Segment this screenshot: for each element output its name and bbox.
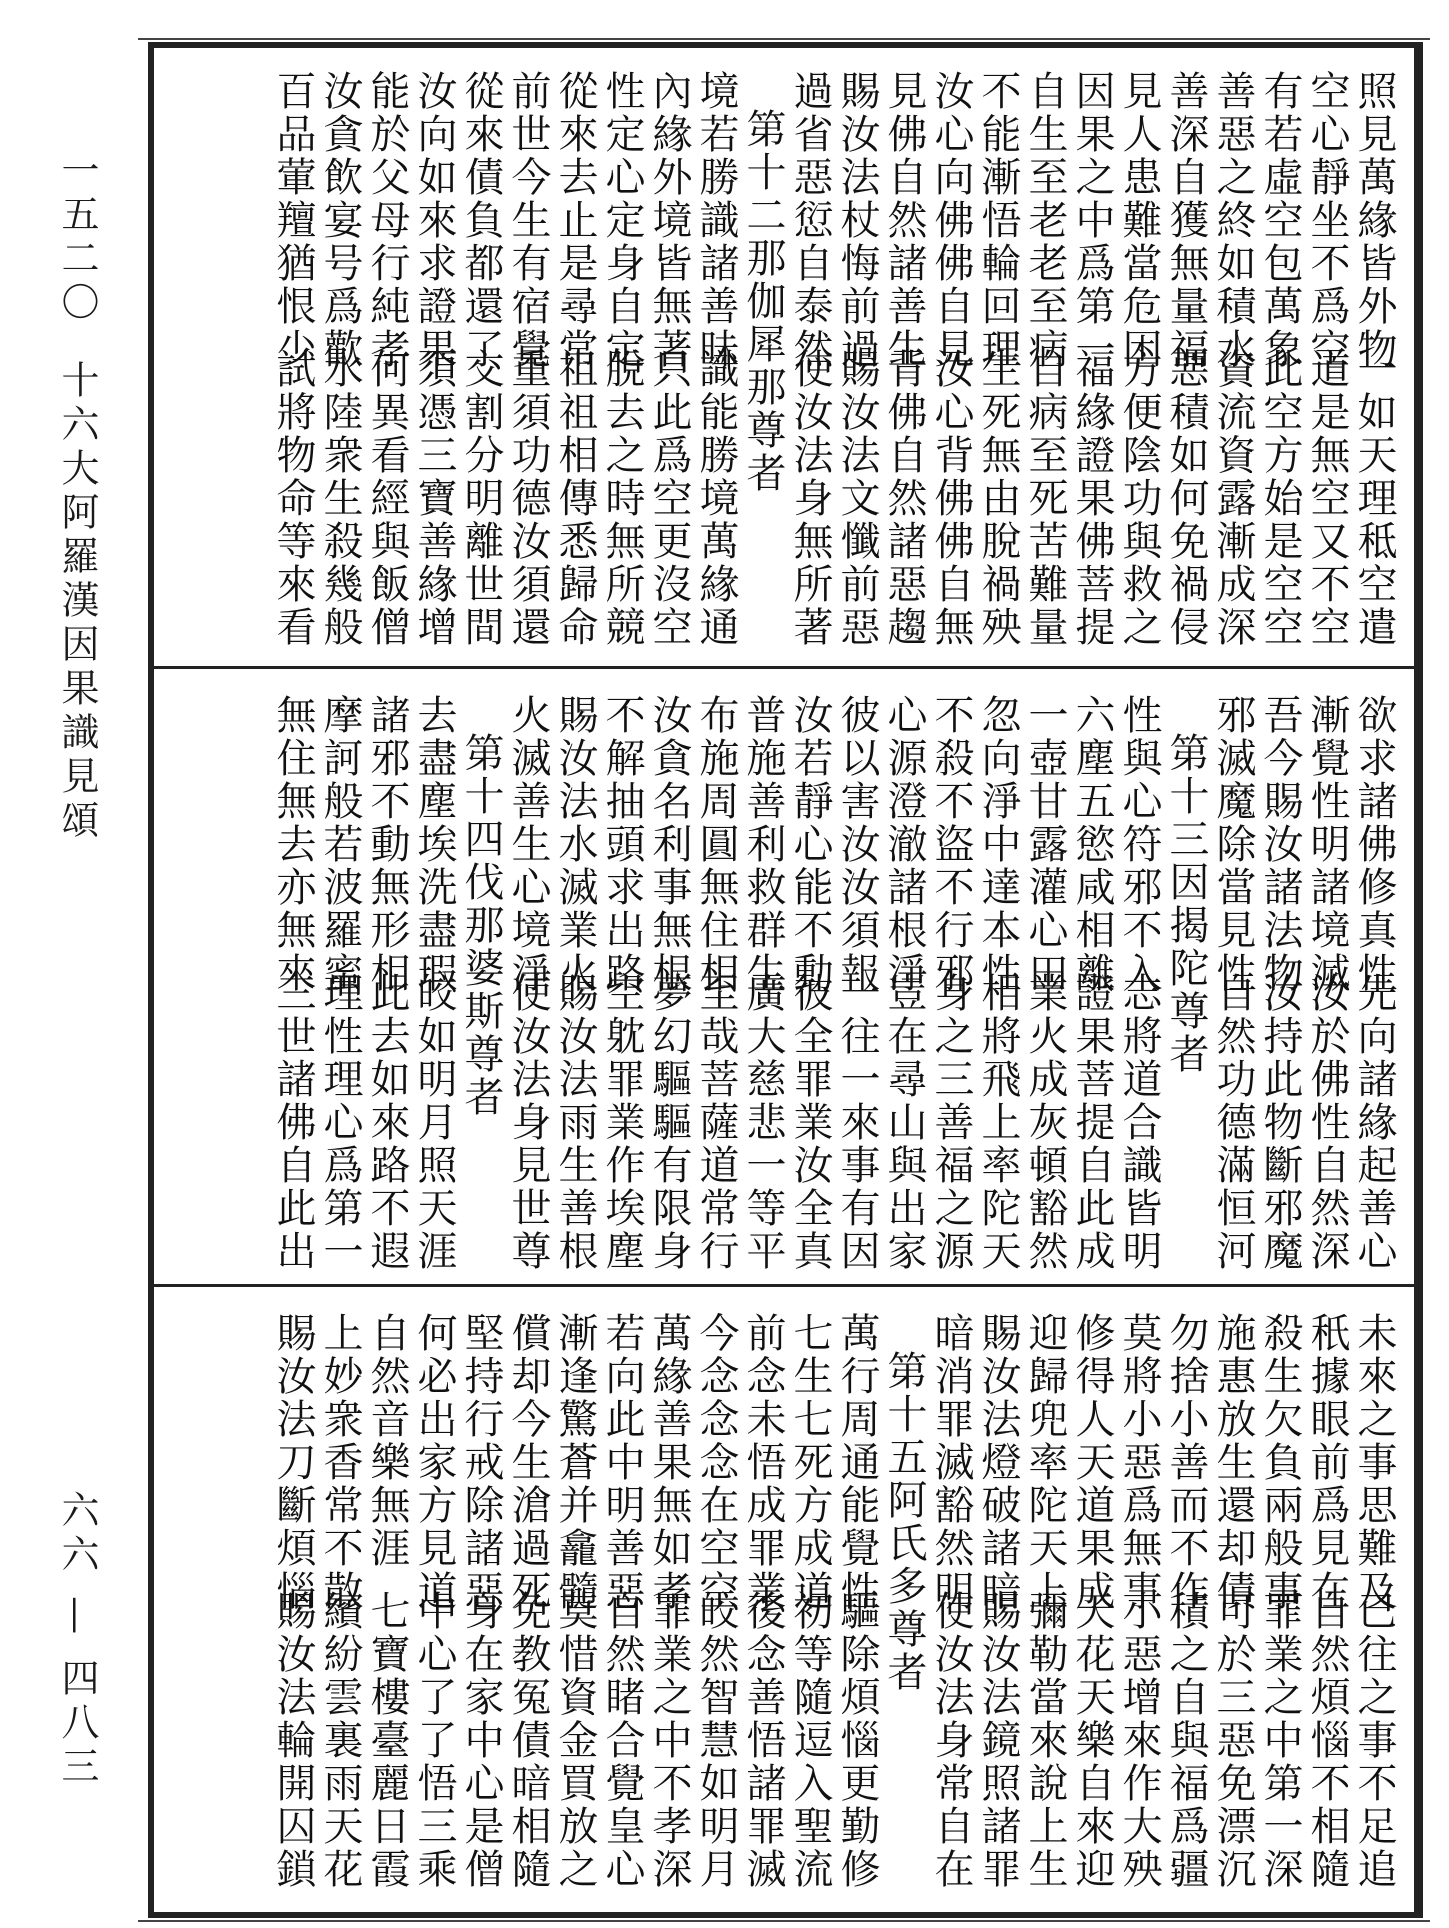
block-1 bbox=[154, 48, 1414, 666]
verse-line-upper: 漸逢驚蒼并龕髓 bbox=[552, 1312, 598, 1613]
verse-line-upper: 漸覺性明諸境滅 bbox=[1304, 694, 1350, 995]
verse-line-lower: 小惡增來作大殃 bbox=[1116, 1590, 1162, 1891]
verse-line-upper: 能於父母行純孝 bbox=[364, 70, 410, 371]
verse-line-upper: 彼以害汝汝須報 bbox=[834, 694, 880, 995]
verse-line-upper: 性與心符邪不入 bbox=[1116, 694, 1162, 995]
verse-line-lower: 賜汝法輪開囚鎖 bbox=[270, 1590, 316, 1891]
verse-line-lower: 天花天樂自來迎 bbox=[1069, 1590, 1115, 1891]
page-frame bbox=[148, 42, 1423, 1918]
verse-line-lower: 重須功德汝須還 bbox=[505, 348, 551, 649]
verse-line-lower: 中心了了悟三乘 bbox=[411, 1590, 457, 1891]
verse-line-lower: 汝於佛性自然深 bbox=[1304, 972, 1350, 1273]
verse-line-upper: 前世今生有宿覺 bbox=[505, 70, 551, 371]
verse-line-upper: 堅持行戒除諸惡 bbox=[458, 1312, 504, 1613]
section-heading: 第十五阿氏多尊者 bbox=[881, 1350, 927, 1694]
verse-line-lower: 志將道合識皆明 bbox=[1116, 972, 1162, 1273]
verse-line-lower: 彼全罪業汝全真 bbox=[787, 972, 833, 1273]
verse-line-upper: 普施善利救群生 bbox=[740, 694, 786, 995]
verse-line-lower: 一如天理秪空遣 bbox=[1351, 348, 1397, 649]
verse-line-lower: 識能勝境萬緣通 bbox=[693, 348, 739, 649]
verse-line-upper: 秖據眼前爲見在 bbox=[1304, 1312, 1350, 1613]
verse-line-lower: 可於三惡免漂沉 bbox=[1210, 1590, 1256, 1891]
verse-line-upper: 摩訶般若波羅蜜 bbox=[317, 694, 363, 995]
verse-line-upper: 布施周圓無住相 bbox=[693, 694, 739, 995]
verse-line-upper: 不能漸悟輪回理 bbox=[975, 70, 1021, 371]
verse-line-upper: 不解抽頭求出路 bbox=[599, 694, 645, 995]
verse-line-upper: 火滅善生心境淨 bbox=[505, 694, 551, 995]
verse-line-upper: 賜汝法燈破諸暗 bbox=[975, 1312, 1021, 1613]
verse-line-upper: 若向此中明善惡 bbox=[599, 1312, 645, 1613]
divider-2 bbox=[154, 1284, 1414, 1287]
verse-line-lower: 初等隨逗入聖流 bbox=[787, 1590, 833, 1891]
verse-line-upper: 心源澄澈諸根淨 bbox=[881, 694, 927, 995]
verse-line-upper: 汝若靜心能不動 bbox=[787, 694, 833, 995]
verse-line-upper: 見佛自然諸善生 bbox=[881, 70, 927, 371]
verse-line-upper: 修得人天道果成 bbox=[1069, 1312, 1115, 1613]
block-3 bbox=[154, 1290, 1414, 1918]
verse-line-lower: 道是無空又不空 bbox=[1304, 348, 1350, 649]
verse-line-lower: 祖祖相傳悉歸命 bbox=[552, 348, 598, 649]
verse-line-upper: 何必出家方見道 bbox=[411, 1312, 457, 1613]
verse-line-upper: 欲求諸佛修真性 bbox=[1351, 694, 1397, 995]
verse-line-lower: 皎如明月照天涯 bbox=[411, 972, 457, 1273]
verse-line-upper: 勿捨小善而不作 bbox=[1163, 1312, 1209, 1613]
verse-line-lower: 七寶樓臺麗日霞 bbox=[364, 1590, 410, 1891]
divider-1 bbox=[154, 666, 1414, 669]
verse-line-lower: 此去如來路不遐 bbox=[364, 972, 410, 1273]
verse-line-lower: 背佛自然諸惡趨 bbox=[881, 348, 927, 649]
verse-line-upper: 前念未悟成罪業 bbox=[740, 1312, 786, 1613]
verse-line-upper: 汝貪飲宴号爲歡 bbox=[317, 70, 363, 371]
verse-line-upper: 性定心定身自定 bbox=[599, 70, 645, 371]
verse-line-upper: 未來之事思難及 bbox=[1351, 1312, 1397, 1613]
verse-line-upper: 莫將小惡爲無事 bbox=[1116, 1312, 1162, 1613]
verse-line-upper: 不殺不盜不行邪 bbox=[928, 694, 974, 995]
verse-line-upper: 一壺甘露灌心田 bbox=[1022, 694, 1068, 995]
verse-line-upper: 照見萬緣皆外物 bbox=[1351, 70, 1397, 371]
verse-line-lower: 廣大慈悲一等平 bbox=[740, 972, 786, 1273]
verse-line-lower: 汝心背佛佛自無 bbox=[928, 348, 974, 649]
verse-line-lower: 莫惜資金買放之 bbox=[552, 1590, 598, 1891]
verse-line-lower: 須憑三寶善緣增 bbox=[411, 348, 457, 649]
verse-line-upper: 萬緣善果無如孝 bbox=[646, 1312, 692, 1613]
verse-line-upper: 自然音樂無涯 bbox=[364, 1312, 410, 1570]
verse-line-lower: 理性理心爲第一 bbox=[317, 972, 363, 1273]
verse-line-lower: 相將飛上率陀天 bbox=[975, 972, 1021, 1273]
verse-line-lower: 後念善悟諸罪滅 bbox=[740, 1590, 786, 1891]
verse-line-upper: 賜汝法杖悔前過 bbox=[834, 70, 880, 371]
verse-line-lower: 生死無由脫禍殃 bbox=[975, 348, 1021, 649]
verse-line-upper: 六塵五慾咸相離 bbox=[1069, 694, 1115, 995]
verse-line-upper: 萬行周通能覺性 bbox=[834, 1312, 880, 1613]
verse-line-upper: 空心靜坐不爲空 bbox=[1304, 70, 1350, 371]
verse-line-lower: 一往一來事有因 bbox=[834, 972, 880, 1273]
verse-line-lower: 使汝法身常自在 bbox=[928, 1590, 974, 1891]
block-2 bbox=[154, 672, 1414, 1284]
verse-line-upper: 善惡之終如積水 bbox=[1210, 70, 1256, 371]
verse-line-upper: 邪滅魔除當見性 bbox=[1210, 694, 1256, 995]
verse-line-lower: 自病至死苦難量 bbox=[1022, 348, 1068, 649]
verse-line-lower: 賜汝法文懺前惡 bbox=[834, 348, 880, 649]
verse-line-lower: 賜汝法雨生善根 bbox=[552, 972, 598, 1273]
verse-line-upper: 諸邪不動無形相 bbox=[364, 694, 410, 995]
verse-line-lower: 賜汝法鏡照諸罪 bbox=[975, 1590, 1021, 1891]
verse-line-lower: 方便陰功與救之 bbox=[1116, 348, 1162, 649]
verse-line-upper: 境若勝識諸善昧 bbox=[693, 70, 739, 371]
verse-line-upper: 汝向如來求證果 bbox=[411, 70, 457, 371]
margin-sutra-title: 十六大阿羅漢因果識見頌 bbox=[55, 360, 99, 844]
verse-line-lower: 繽紛雲裏雨天花 bbox=[317, 1590, 363, 1891]
section-heading: 第十三因揭陀尊者 bbox=[1163, 732, 1209, 1076]
verse-line-upper: 暗消罪滅豁然明 bbox=[928, 1312, 974, 1613]
verse-line-upper: 賜汝法刀斷煩惱 bbox=[270, 1312, 316, 1613]
verse-line-lower: 自然功德滿恒河 bbox=[1210, 972, 1256, 1273]
verse-line-lower: 脫去之時無所競 bbox=[599, 348, 645, 649]
verse-line-upper: 從來債負都還了 bbox=[458, 70, 504, 371]
verse-line-upper: 賜汝法水滅業火 bbox=[552, 694, 598, 995]
verse-line-upper: 自生至老老至病 bbox=[1022, 70, 1068, 371]
margin-folio-number: 六六 — 四八三 bbox=[55, 1490, 99, 1791]
verse-line-lower: 福緣證果佛菩提 bbox=[1069, 348, 1115, 649]
verse-line-lower: 三世諸佛自此出 bbox=[270, 972, 316, 1273]
verse-line-lower: 水陸衆生殺幾般 bbox=[317, 348, 363, 649]
verse-line-upper: 見人患難當危困 bbox=[1116, 70, 1162, 371]
verse-line-lower: 試將物命等來看 bbox=[270, 348, 316, 649]
verse-line-upper: 有若虛空包萬象 bbox=[1257, 70, 1303, 371]
verse-line-lower: 夢幻驅驅有限身 bbox=[646, 972, 692, 1273]
verse-line-lower: 至哉菩薩道常行 bbox=[693, 972, 739, 1273]
verse-line-lower: 彌勒當來說上生 bbox=[1022, 1590, 1068, 1891]
verse-line-lower: 業火成灰頓豁然 bbox=[1022, 972, 1068, 1273]
verse-line-lower: 此空方始是空空 bbox=[1257, 348, 1303, 649]
verse-line-lower: 汝持此物斷邪魔 bbox=[1257, 972, 1303, 1273]
verse-line-lower: 何異看經與飯僧 bbox=[364, 348, 410, 649]
verse-line-lower: 交割分明離世間 bbox=[458, 348, 504, 649]
verse-line-upper: 殺生欠負兩般事 bbox=[1257, 1312, 1303, 1613]
verse-line-upper: 施惠放生還却債 bbox=[1210, 1312, 1256, 1613]
verse-line-upper: 去盡塵埃洗盡瑕 bbox=[411, 694, 457, 995]
verse-line-lower: 先向諸緣起善心 bbox=[1351, 972, 1397, 1273]
verse-line-upper: 善深自獲無量福 bbox=[1163, 70, 1209, 371]
verse-line-lower: 自然睹合覺皇心 bbox=[599, 1590, 645, 1891]
verse-line-upper: 內緣外境皆無著 bbox=[646, 70, 692, 371]
verse-line-upper: 償却今生滄過死 bbox=[505, 1312, 551, 1613]
verse-line-lower: 已往之事不足追 bbox=[1351, 1590, 1397, 1891]
verse-line-upper: 上妙衆香常不散 bbox=[317, 1312, 363, 1613]
verse-line-lower: 皎然智慧如明月 bbox=[693, 1590, 739, 1891]
verse-line-lower: 罪業之中不孝深 bbox=[646, 1590, 692, 1891]
verse-line-lower: 使汝法身見世尊 bbox=[505, 972, 551, 1273]
verse-line-lower: 惡積如何免禍侵 bbox=[1163, 348, 1209, 649]
verse-line-lower: 豈在尋山與出家 bbox=[881, 972, 927, 1273]
verse-line-upper: 迎歸兜率陀天上 bbox=[1022, 1312, 1068, 1613]
verse-line-upper: 七生七死方成道 bbox=[787, 1312, 833, 1613]
verse-line-upper: 吾今賜汝諸法物 bbox=[1257, 694, 1303, 995]
verse-line-lower: 身在家中心是僧 bbox=[458, 1590, 504, 1891]
verse-line-lower: 資流資露漸成深 bbox=[1210, 348, 1256, 649]
verse-line-upper: 汝心向佛佛自見 bbox=[928, 70, 974, 371]
verse-line-upper: 汝貪名利事無根 bbox=[646, 694, 692, 995]
margin-page-number: 一五二〇 bbox=[55, 150, 99, 326]
section-heading: 第十二那伽犀那尊者 bbox=[740, 108, 786, 495]
verse-line-upper: 過省惡愆自泰然 bbox=[787, 70, 833, 371]
verse-line-lower: 自然煩惱不相隨 bbox=[1304, 1590, 1350, 1891]
verse-line-upper: 無住無去亦無來 bbox=[270, 694, 316, 995]
verse-line-lower: 證果菩提自此成 bbox=[1069, 972, 1115, 1273]
verse-line-upper: 百品葷羶猶恨少 bbox=[270, 70, 316, 371]
verse-line-upper: 從來去止是尋常 bbox=[552, 70, 598, 371]
verse-line-upper: 今念念念在空空 bbox=[693, 1312, 739, 1613]
verse-line-lower: 免教冤債暗相隨 bbox=[505, 1590, 551, 1891]
section-heading: 第十四伐那婆斯尊者 bbox=[458, 732, 504, 1119]
verse-line-upper: 因果之中爲第一 bbox=[1069, 70, 1115, 371]
verse-line-lower: 驅除煩惱更勤修 bbox=[834, 1590, 880, 1891]
verse-line-lower: 空躭罪業作埃塵 bbox=[599, 972, 645, 1273]
verse-line-lower: 只此爲空更沒空 bbox=[646, 348, 692, 649]
verse-line-lower: 使汝法身無所著 bbox=[787, 348, 833, 649]
verse-line-lower: 積之自與福爲疆 bbox=[1163, 1590, 1209, 1891]
verse-line-lower: 罪業之中第一深 bbox=[1257, 1590, 1303, 1891]
verse-line-lower: 身之三善福之源 bbox=[928, 972, 974, 1273]
verse-line-upper: 忽向淨中達本性 bbox=[975, 694, 1021, 995]
